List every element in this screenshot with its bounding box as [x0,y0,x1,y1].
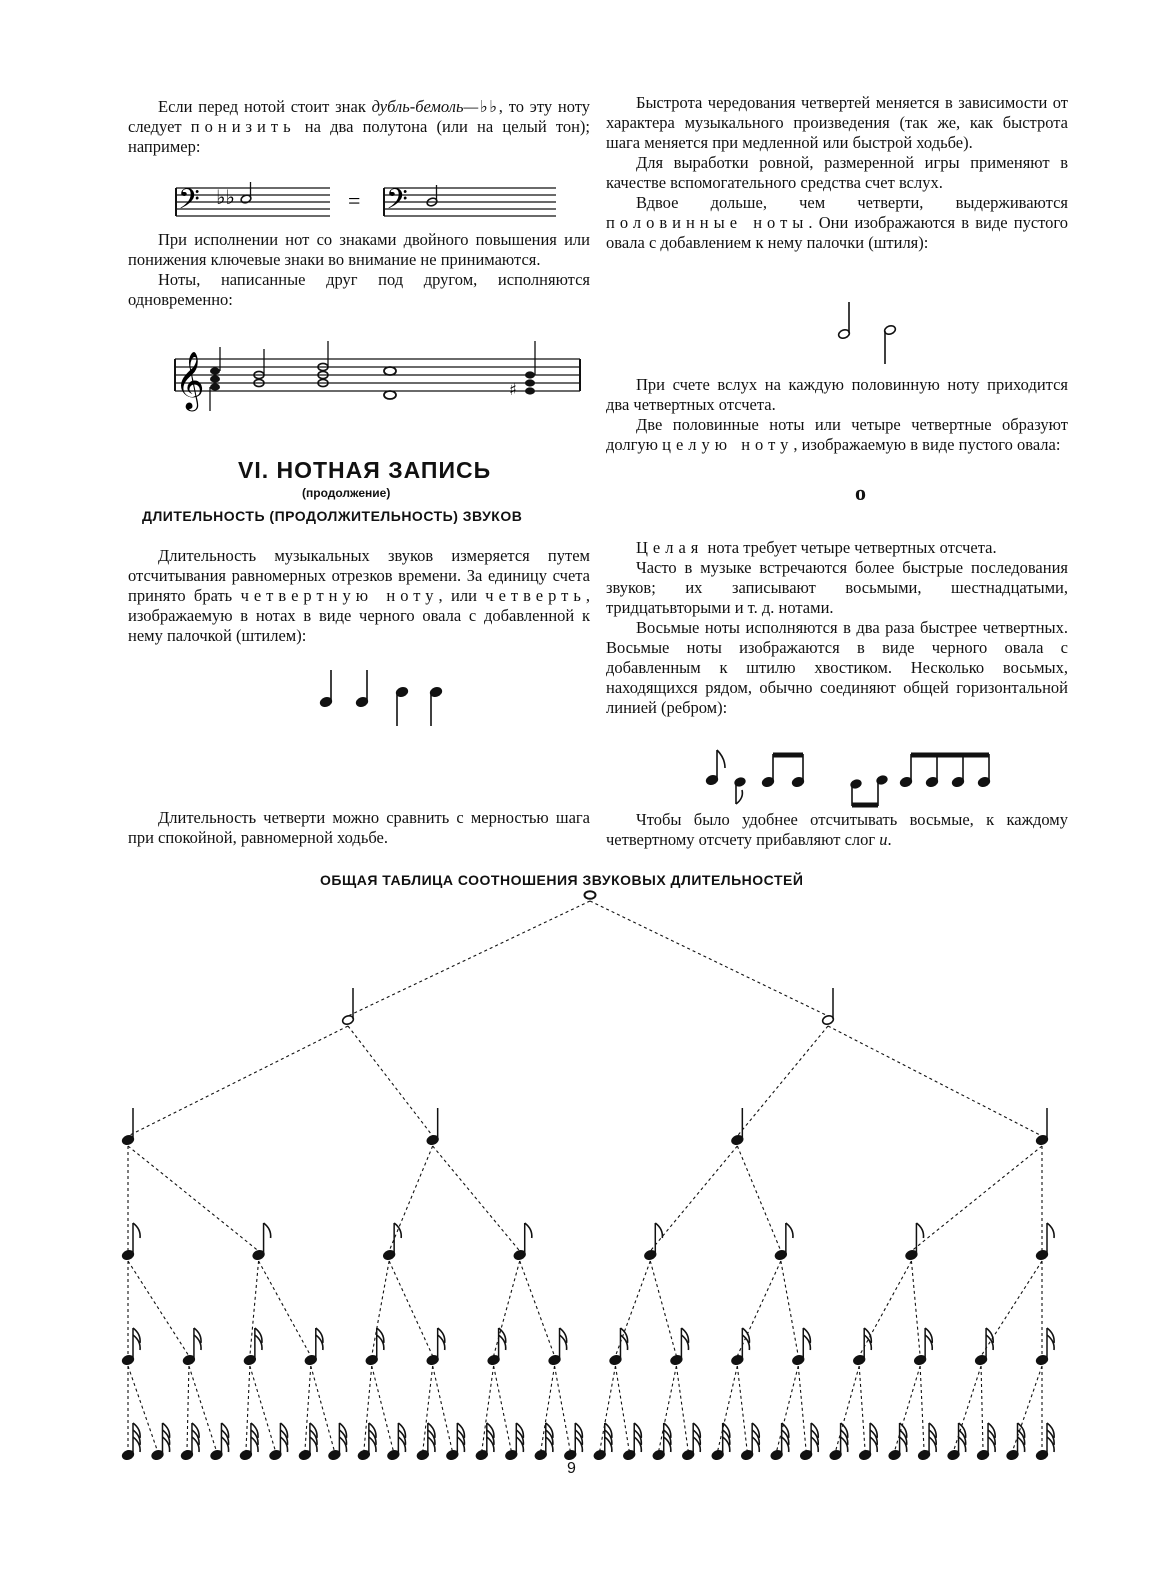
double-flat-icon: ♭♭ [216,185,235,209]
text: Длительность четверти можно сравнить с мерностью шага при спокойной, равномерной ходьбе. [128,808,590,847]
treble-clef-icon: 𝄞 [175,351,205,409]
text: Быстрота чередования четвертей меняется в зависимости от характера музыкального произведения (так же, как быстрота шага меняется при медленной или быстрой ходьбе). [606,93,1068,152]
section-subtitle: (продолжение) [302,486,391,500]
text: , то эту ноту следует [128,97,590,136]
text: Восьмые ноты исполняются в два раза быстрее четвертных. Восьмые ноты изображаются в виде черного овала с добавленным к штилю хвостиком. Несколько восьмых, находящихся рядом, обычно соединяют общей горизонтальной линией (ребром): [606,618,1068,717]
tree-connector [737,1366,747,1451]
section-title: VI. НОТНАЯ ЗАПИСЬ [238,457,492,483]
tree-connector [911,1261,920,1356]
section-heading: ДЛИТЕЛЬНОСТЬ (ПРОДОЛЖИТЕЛЬНОСТЬ) ЗВУКОВ [142,508,523,524]
tree-connector [859,1366,865,1451]
syllable-i: и [879,830,888,849]
tree-connector [981,1261,1042,1356]
tree-connector [128,1026,348,1136]
tree-connector [433,1146,520,1251]
note-flag [133,1223,140,1238]
emph-lower: понизить [190,117,296,136]
tree-connector [250,1366,276,1451]
emph-whole-note: Целая [636,538,704,557]
tree-connector [389,1146,433,1251]
text: нота требует четыре четвертных отсчета. [703,538,997,557]
note-flag [655,1223,662,1238]
emph-whole: целую ноту [662,435,794,454]
emph-chetvert: четверть [485,586,586,605]
tree-connector [348,901,590,1016]
tree-connector [128,1146,259,1251]
text: При исполнении нот со знаками двойного повышения или понижения ключевые знаки во внимание не принимаются. [128,230,590,269]
emph-half: половинные ноты [606,213,809,232]
emph-quarter: четвертную ноту [240,586,439,605]
tree-connector [737,1026,828,1136]
tree-connector [433,1366,453,1451]
tree-connector [981,1366,983,1451]
tree-connector [555,1366,571,1451]
tree-connector [246,1366,250,1451]
text: . Они изображаются в виде пустого овала с добавлением к нему палочки (штиля): [606,213,1069,252]
text: При счете вслух на каждую половинную ноту приходится два четвертных отсчета. [606,375,1068,414]
tree-connector [187,1366,189,1451]
text: Если перед нотой стоит знак [158,97,372,116]
note-flag [1047,1223,1054,1238]
table-title: ОБЩАЯ ТАБЛИЦА СООТНОШЕНИЯ ЗВУКОВЫХ ДЛИТЕЛЬНОСТЕЙ [320,872,804,888]
tree-connector [650,1146,737,1251]
tree-connector [650,1261,676,1356]
bass-clef-icon: 𝄢 [386,183,408,223]
tree-connector [494,1366,512,1451]
text: Для выработки ровной, размеренной игры применяют в качестве вспомогательного средства счет вслух. [606,153,1068,192]
tree-connector [311,1366,335,1451]
tree-connector [920,1366,924,1451]
tree-connector [659,1366,677,1451]
tree-connector [737,1146,781,1251]
tree-connector [911,1146,1042,1251]
note-flag [525,1223,532,1238]
whole-note [585,891,596,899]
tree-connector [259,1261,311,1356]
term-double-flat: дубль-бемоль—♭♭ [371,97,499,116]
tree-connector [895,1366,921,1451]
tree-connector [676,1366,688,1451]
tree-connector [600,1366,616,1451]
note-flag [916,1223,923,1238]
note-flag [264,1223,271,1238]
text: Две половинные ноты или четыре четвертные образуют долгую [606,415,1068,454]
whole-note-symbol: o [855,480,866,505]
tree-connector [128,1261,189,1356]
note-flag [786,1223,793,1238]
tree-connector [348,1026,433,1136]
page-number: 9 [567,1460,576,1477]
text: Чтобы было удобнее отсчитывать восьмые, к каждому четвертному отсчету прибавляют слог [606,810,1068,849]
tree-connector [615,1366,629,1451]
text: на два полутона (или на целый тон); например: [128,117,591,156]
tree-connector [737,1261,781,1356]
tree-connector [520,1261,555,1356]
tree-connector [781,1261,798,1356]
text: Вдвое дольше, чем четверти, выдерживаются [636,193,1068,212]
tree-connector [954,1366,982,1451]
tree-connector [389,1261,433,1356]
text: , изображаемую в виде пустого овала: [793,435,1061,454]
tree-connector [859,1261,911,1356]
text: Часто в музыке встречаются более быстрые последования звуков; их записывают восьмыми, шестнадцатыми, тридцатьвторыми и т. д. нотами. [606,558,1068,617]
equals-sign: = [348,188,361,213]
tree-connector [828,1026,1042,1136]
tree-connector [590,901,828,1016]
bass-clef-icon: 𝄢 [178,183,200,223]
tree-connector [372,1261,389,1356]
tree-connector [798,1366,806,1451]
text: . [887,830,892,849]
text: Длительность музыкальных звуков измеряется путем отсчитывания равномерных отрезков времени. За единицу счета принято брать [128,546,590,605]
tree-connector [494,1261,520,1356]
svg-text:♯: ♯ [509,380,517,399]
text: , или [438,586,486,605]
tree-connector [718,1366,738,1451]
text: Ноты, написанные друг под другом, исполняются одновременно: [128,270,590,309]
text: , изображаемую в нотах в виде черного овала с добавленной к нему палочкой (штилем): [128,586,591,645]
